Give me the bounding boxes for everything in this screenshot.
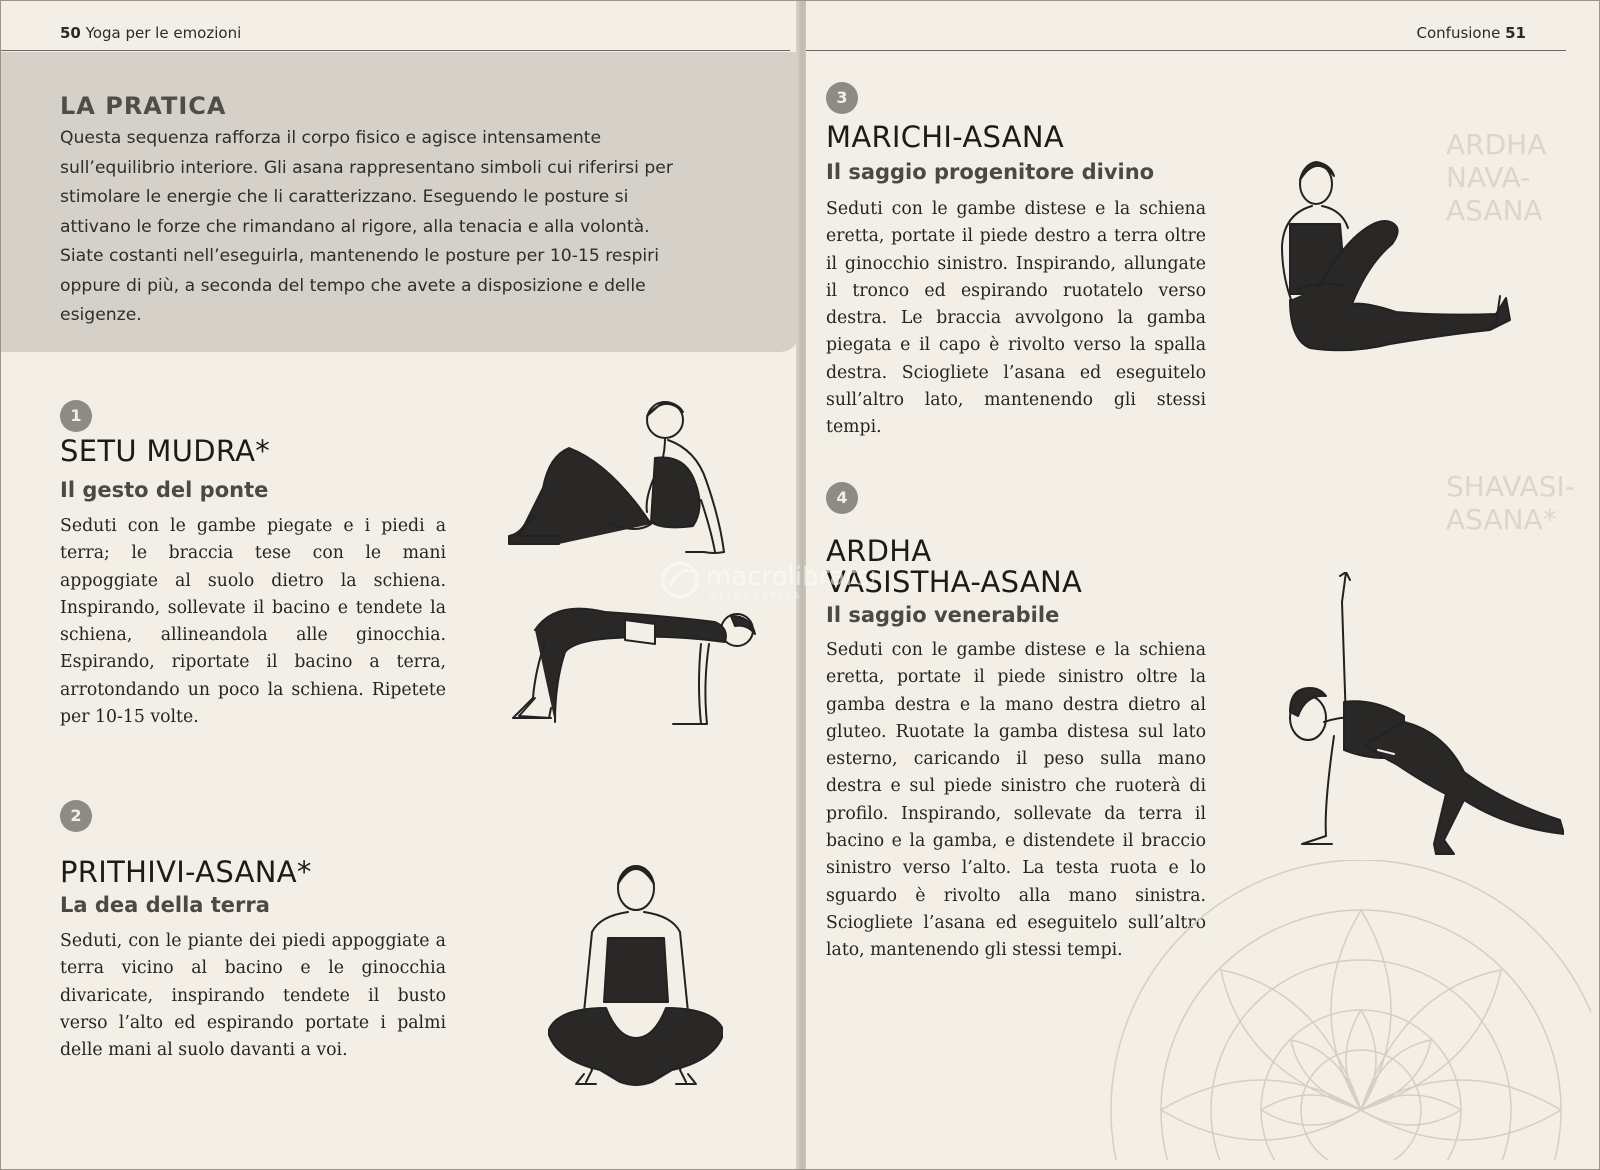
watermark-tagline: ALTERNATIVA <box>710 592 803 602</box>
ardha-vasistha-asana-illustration <box>1274 572 1564 877</box>
pratica-text <box>60 124 700 331</box>
pose-title: PRITHIVI-ASANA* <box>60 855 312 889</box>
pose-number-badge: 3 <box>826 82 858 114</box>
show-through-text: SHAVASI-ASANA* <box>1446 470 1575 536</box>
header-rule-right <box>806 50 1566 51</box>
page-number-left: 50 <box>60 24 81 42</box>
chapter-title: Confusione <box>1416 24 1501 42</box>
pose-number-badge: 4 <box>826 482 858 514</box>
pose-title-line-1: ARDHA <box>826 534 932 568</box>
right-running-header <box>1416 24 1526 42</box>
watermark-logo-icon <box>660 560 700 600</box>
pratica-title: LA PRATICA <box>60 92 227 120</box>
pose-title: SETU MUDRA* <box>60 434 271 468</box>
mandala-decoration <box>1031 860 1591 1160</box>
show-through-text: ARDHA NAVA-ASANA <box>1446 128 1547 227</box>
header-rule-left <box>0 50 790 51</box>
pose-description: Seduti, con le piante dei piedi appoggiate a terra vicino al bacino e le ginocchia divaricate, inspirando tendete il busto verso l’alto ed espirando portate i palmi delle mani al suolo davanti a voi. <box>60 931 446 1061</box>
marichi-asana-illustration <box>1266 160 1511 355</box>
pose-number-badge: 2 <box>60 800 92 832</box>
page-number-right: 51 <box>1505 24 1526 42</box>
pose-description: Seduti con le gambe distese e la schiena eretta, portate il piede sinistro oltre la gamba destra e la mano destra dietro al gluteo. Ruotate la gamba distesa sul lato esterno, caricando il peso sulla mano destra e sul piede sinistro che ruoterà di profilo. Inspirando, sollevate da terra il bacino e la gamba, e distendete il braccio sinistro verso l’alto. La testa ruota e lo sguardo è rivolto alla mano sinistra. Sciogliete l’asana ed eseguitelo sull’altro lato, mantenendo gli stessi tempi. <box>826 640 1206 961</box>
book-title: Yoga per le emozioni <box>85 24 242 42</box>
pose-subtitle: Il saggio progenitore divino <box>826 160 1155 184</box>
left-running-header <box>60 24 241 42</box>
pratica-paragraph-2: Siate costanti nell’eseguirla, mantenendo le posture per 10-15 respiri oppure di più, a seconda del tempo che avete a disposizione e delle esigenze. <box>60 246 659 325</box>
pratica-paragraph-1: Questa sequenza rafforza il corpo fisico e agisce intensamente sull’equilibrio interiore. Gli asana rappresentano simboli cui riferirsi per stimolare le energie che li caratterizzano. Eseguendo le posture si attivano le forze che rimandano al rigore, alla tenacia e alla volontà. <box>60 128 673 237</box>
right-page <box>806 0 1600 1170</box>
pose-subtitle: La dea della terra <box>60 893 270 917</box>
pose-title: MARICHI-ASANA <box>826 120 1065 154</box>
pose-subtitle: Il gesto del ponte <box>60 478 269 502</box>
pose-description: Seduti con le gambe piegate e i piedi a terra; le braccia tese con le mani appoggiate al suolo dietro la schiena. Inspirando, sollevate il bacino e tendete la schiena, allineandola alle ginocchia. Espirando, riportate il bacino a terra, arrotondando un poco la schiena. Ripetete per 10-15 volte. <box>60 516 446 728</box>
pose-number-badge: 1 <box>60 400 92 432</box>
prithivi-asana-illustration <box>548 858 723 1090</box>
pose-description: Seduti con le gambe distese e la schiena eretta, portate il piede destro a terra oltre il ginocchio sinistro. Inspirando, allungate il tronco ed espirando ruotatelo verso destra. Le braccia avvolgono la gamba piegata e il capo è rivolto verso la spalla destra. Sciogliete l’asana ed eseguitelo sull’altro lato, mantenendo gli stessi tempi. <box>826 199 1206 438</box>
pose-subtitle: Il saggio venerabile <box>826 603 1060 627</box>
pose-title-line-2: VASISTHA-ASANA <box>826 565 1083 599</box>
watermark-brand: macrolibrarsi <box>706 562 877 592</box>
